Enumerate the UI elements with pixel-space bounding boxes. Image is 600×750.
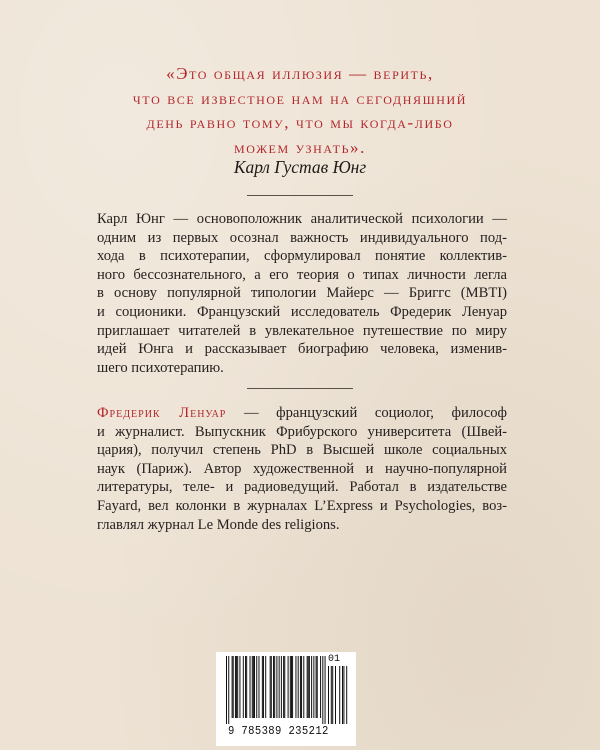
barcode-bar [262, 656, 263, 718]
text-line: ного бессознательного, а его теория о типах личности легла [97, 266, 507, 283]
barcode-bar [325, 656, 326, 724]
barcode-bar [290, 656, 291, 718]
barcode-bar [274, 656, 275, 718]
barcode-bar [239, 656, 240, 718]
isbn-barcode [216, 652, 356, 746]
barcode-bar [256, 656, 257, 718]
barcode-bar [301, 656, 302, 718]
barcode-bar [246, 656, 247, 718]
quote-line: «Это общая иллюзия — верить, [166, 64, 434, 83]
barcode-bar [233, 656, 234, 718]
text-line: и журналист. Выпускник Фрибурского университета (Швей- [97, 423, 507, 440]
text-line: литературы, теле- и радиоведущий. Работал в издательстве [97, 479, 507, 496]
barcode-bar [309, 656, 310, 718]
barcode-bar [237, 656, 238, 718]
text-line: Fayard, вел колонки в журналах L’Express и Psychologies, воз- [97, 497, 507, 514]
barcode-bar [291, 656, 292, 718]
divider [247, 195, 353, 196]
barcode-addon-bar [331, 666, 332, 724]
barcode-bar [252, 656, 253, 718]
barcode-bar [288, 656, 289, 718]
text-line: Карл Юнг — основоположник аналитической психологии — [97, 211, 507, 227]
barcode-bar [270, 656, 271, 718]
barcode-bar [322, 656, 323, 724]
barcode-bar [250, 656, 251, 718]
barcode-bar [243, 656, 244, 718]
barcode-bar [298, 656, 299, 718]
barcode-bar [258, 656, 259, 718]
barcode-bar [271, 656, 272, 718]
barcode-addon-bar [343, 666, 344, 724]
epigraph-quote [120, 62, 480, 160]
text-fragment: — французский социолог, философ [226, 405, 507, 421]
barcode-addon-bar [339, 666, 340, 724]
divider [247, 388, 353, 389]
quote-author: Карл Густав Юнг [233, 157, 367, 177]
barcode-bar [283, 656, 284, 718]
barcode-bar [303, 656, 304, 718]
barcode-bar [228, 656, 229, 724]
barcode-bar [308, 656, 309, 718]
author-name: Фредерик Ленуар [97, 405, 227, 421]
barcode-bar [276, 656, 277, 718]
barcode-bar [253, 656, 254, 718]
text-line: главлял журнал Le Monde des religions. [97, 516, 340, 533]
barcode-addon-bar [332, 666, 333, 724]
quote-line: можем узнать». [233, 137, 367, 157]
text-line: и соционики. Французский исследователь Фредерик Ленуар [97, 303, 507, 320]
barcode-addon-digits: 01 [328, 654, 341, 665]
barcode-bar [235, 656, 236, 718]
barcode-bar [273, 656, 274, 718]
barcode-addon-bar [328, 666, 329, 724]
barcode-bar [295, 656, 296, 718]
barcode-bar [311, 656, 312, 718]
text-line: в основу популярной типологии Майерс — Бриггс (MBTI) [97, 285, 507, 302]
barcode-bar [307, 656, 308, 718]
barcode-addon-bar [342, 666, 343, 724]
barcode-bar [236, 656, 237, 718]
book-description [97, 210, 507, 377]
barcode-bar [263, 656, 264, 718]
barcode-bar [316, 656, 317, 718]
text-line: одним из первых осознал важность индивидуального под- [97, 229, 507, 246]
text-line: шего психотерапию. [97, 359, 224, 376]
barcode-addon-bar [335, 666, 336, 724]
text-line: идей Юнга и рассказывает биографию человека, изменив- [97, 341, 507, 358]
barcode-bar [300, 656, 301, 718]
text-line [97, 404, 507, 423]
quote-line: день равно тому, что мы когда-либо [146, 113, 454, 132]
text-line: наук (Париж). Автор художественной и научно-популярной [97, 460, 507, 477]
barcode-bar [292, 656, 293, 718]
barcode-digits: 9 785389 235212 [228, 725, 329, 738]
barcode-bar [232, 656, 233, 718]
text-line: цария), получил степень PhD в Высшей школе социальных [97, 442, 507, 459]
barcode-bar [254, 656, 255, 718]
quote-line: что все известное нам на сегодняшний [132, 88, 468, 108]
barcode-bar [281, 656, 282, 718]
barcode-bar [245, 656, 246, 718]
barcode-bar [320, 656, 321, 718]
barcode-bar [226, 656, 227, 724]
text-line: приглашает читателей в увлекательное путешествие по миру [97, 322, 507, 339]
barcode-bar [284, 656, 285, 718]
barcode-bar [265, 656, 266, 718]
barcode-bar [317, 656, 318, 718]
text-line: хода в психотерапии, сформулировал понятие коллектив- [97, 248, 507, 265]
barcode-addon-bar [346, 666, 347, 724]
barcode-bar [313, 656, 314, 718]
barcode-bar [279, 656, 280, 718]
author-bio [97, 404, 507, 534]
